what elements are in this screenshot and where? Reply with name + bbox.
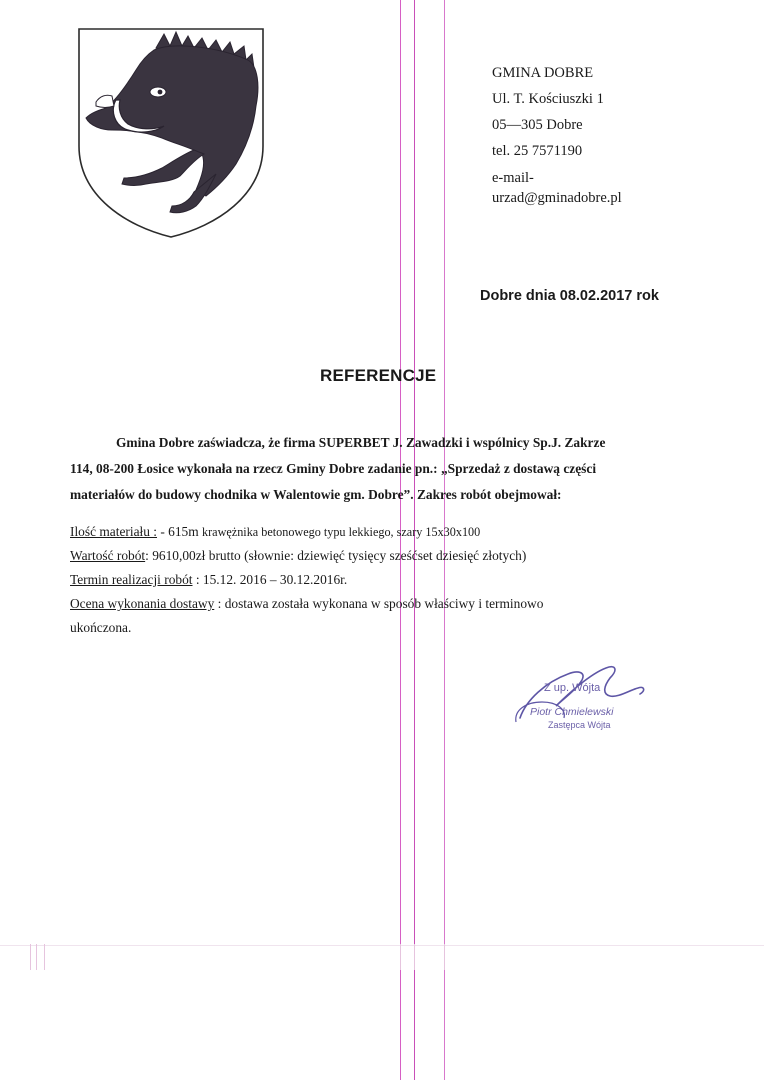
material-label: Ilość materiału : — [70, 524, 158, 539]
material-row — [70, 520, 720, 544]
stamp-line: Z up. Wójta — [544, 682, 601, 694]
paragraph-line: Gmina Dobre zaświadcza, że firma SUPERBET J. Zawadzki i wspólnicy Sp.J. Zakrze — [116, 435, 606, 450]
municipality-address-block — [492, 60, 622, 208]
term-label: Termin realizacji robót — [70, 572, 193, 587]
rating-continuation: ukończona. — [70, 620, 132, 635]
street-address: Ul. T. Kościuszki 1 — [492, 91, 604, 107]
email-address: urzad@gminadobre.pl — [492, 190, 622, 206]
rating-label: Ocena wykonania dostawy — [70, 596, 215, 611]
municipality-name: GMINA DOBRE — [492, 65, 594, 81]
rating-row — [70, 592, 720, 616]
value-label: Wartość robót — [70, 548, 146, 563]
term-value: : 15.12. 2016 – 30.12.2016r. — [192, 572, 348, 587]
document-date: Dobre dnia 08.02.2017 rok — [480, 288, 659, 304]
reference-paragraph — [70, 430, 720, 508]
postal-code: 05—305 Dobre — [492, 117, 583, 133]
material-description: krawężnika betonowego typu lekkiego, szary 15x30x100 — [202, 525, 481, 539]
phone-number: tel. 25 7571190 — [492, 143, 583, 159]
value-in-words: brutto (słownie: dziewięć tysięcy sześćset dziesięć złotych) — [208, 548, 527, 563]
paragraph-line: materiałów do budowy chodnika w Walentowie gm. Dobre”. Zakres robót obejmował: — [70, 487, 562, 502]
value-row — [70, 544, 720, 568]
paragraph-line: 114, 08-200 Łosice wykonała na rzecz Gminy Dobre zadanie pn.: „Sprzedaż z dostawą części — [70, 461, 597, 476]
email-label: e-mail- — [492, 170, 534, 186]
material-quantity: - 615m — [157, 524, 203, 539]
stamp-line: Piotr Chmielewski — [530, 706, 614, 718]
term-row — [70, 568, 720, 592]
rating-value: : dostawa została wykonana w sposób właściwy i terminowo — [214, 596, 544, 611]
scan-edge-strip — [0, 944, 764, 970]
document-title: REFERENCJE — [320, 366, 437, 385]
scope-details — [70, 520, 720, 640]
stamp-line: Zastępca Wójta — [548, 720, 611, 730]
value-amount: : 9610,00zł — [145, 548, 209, 563]
coat-of-arms-emblem — [76, 26, 266, 240]
